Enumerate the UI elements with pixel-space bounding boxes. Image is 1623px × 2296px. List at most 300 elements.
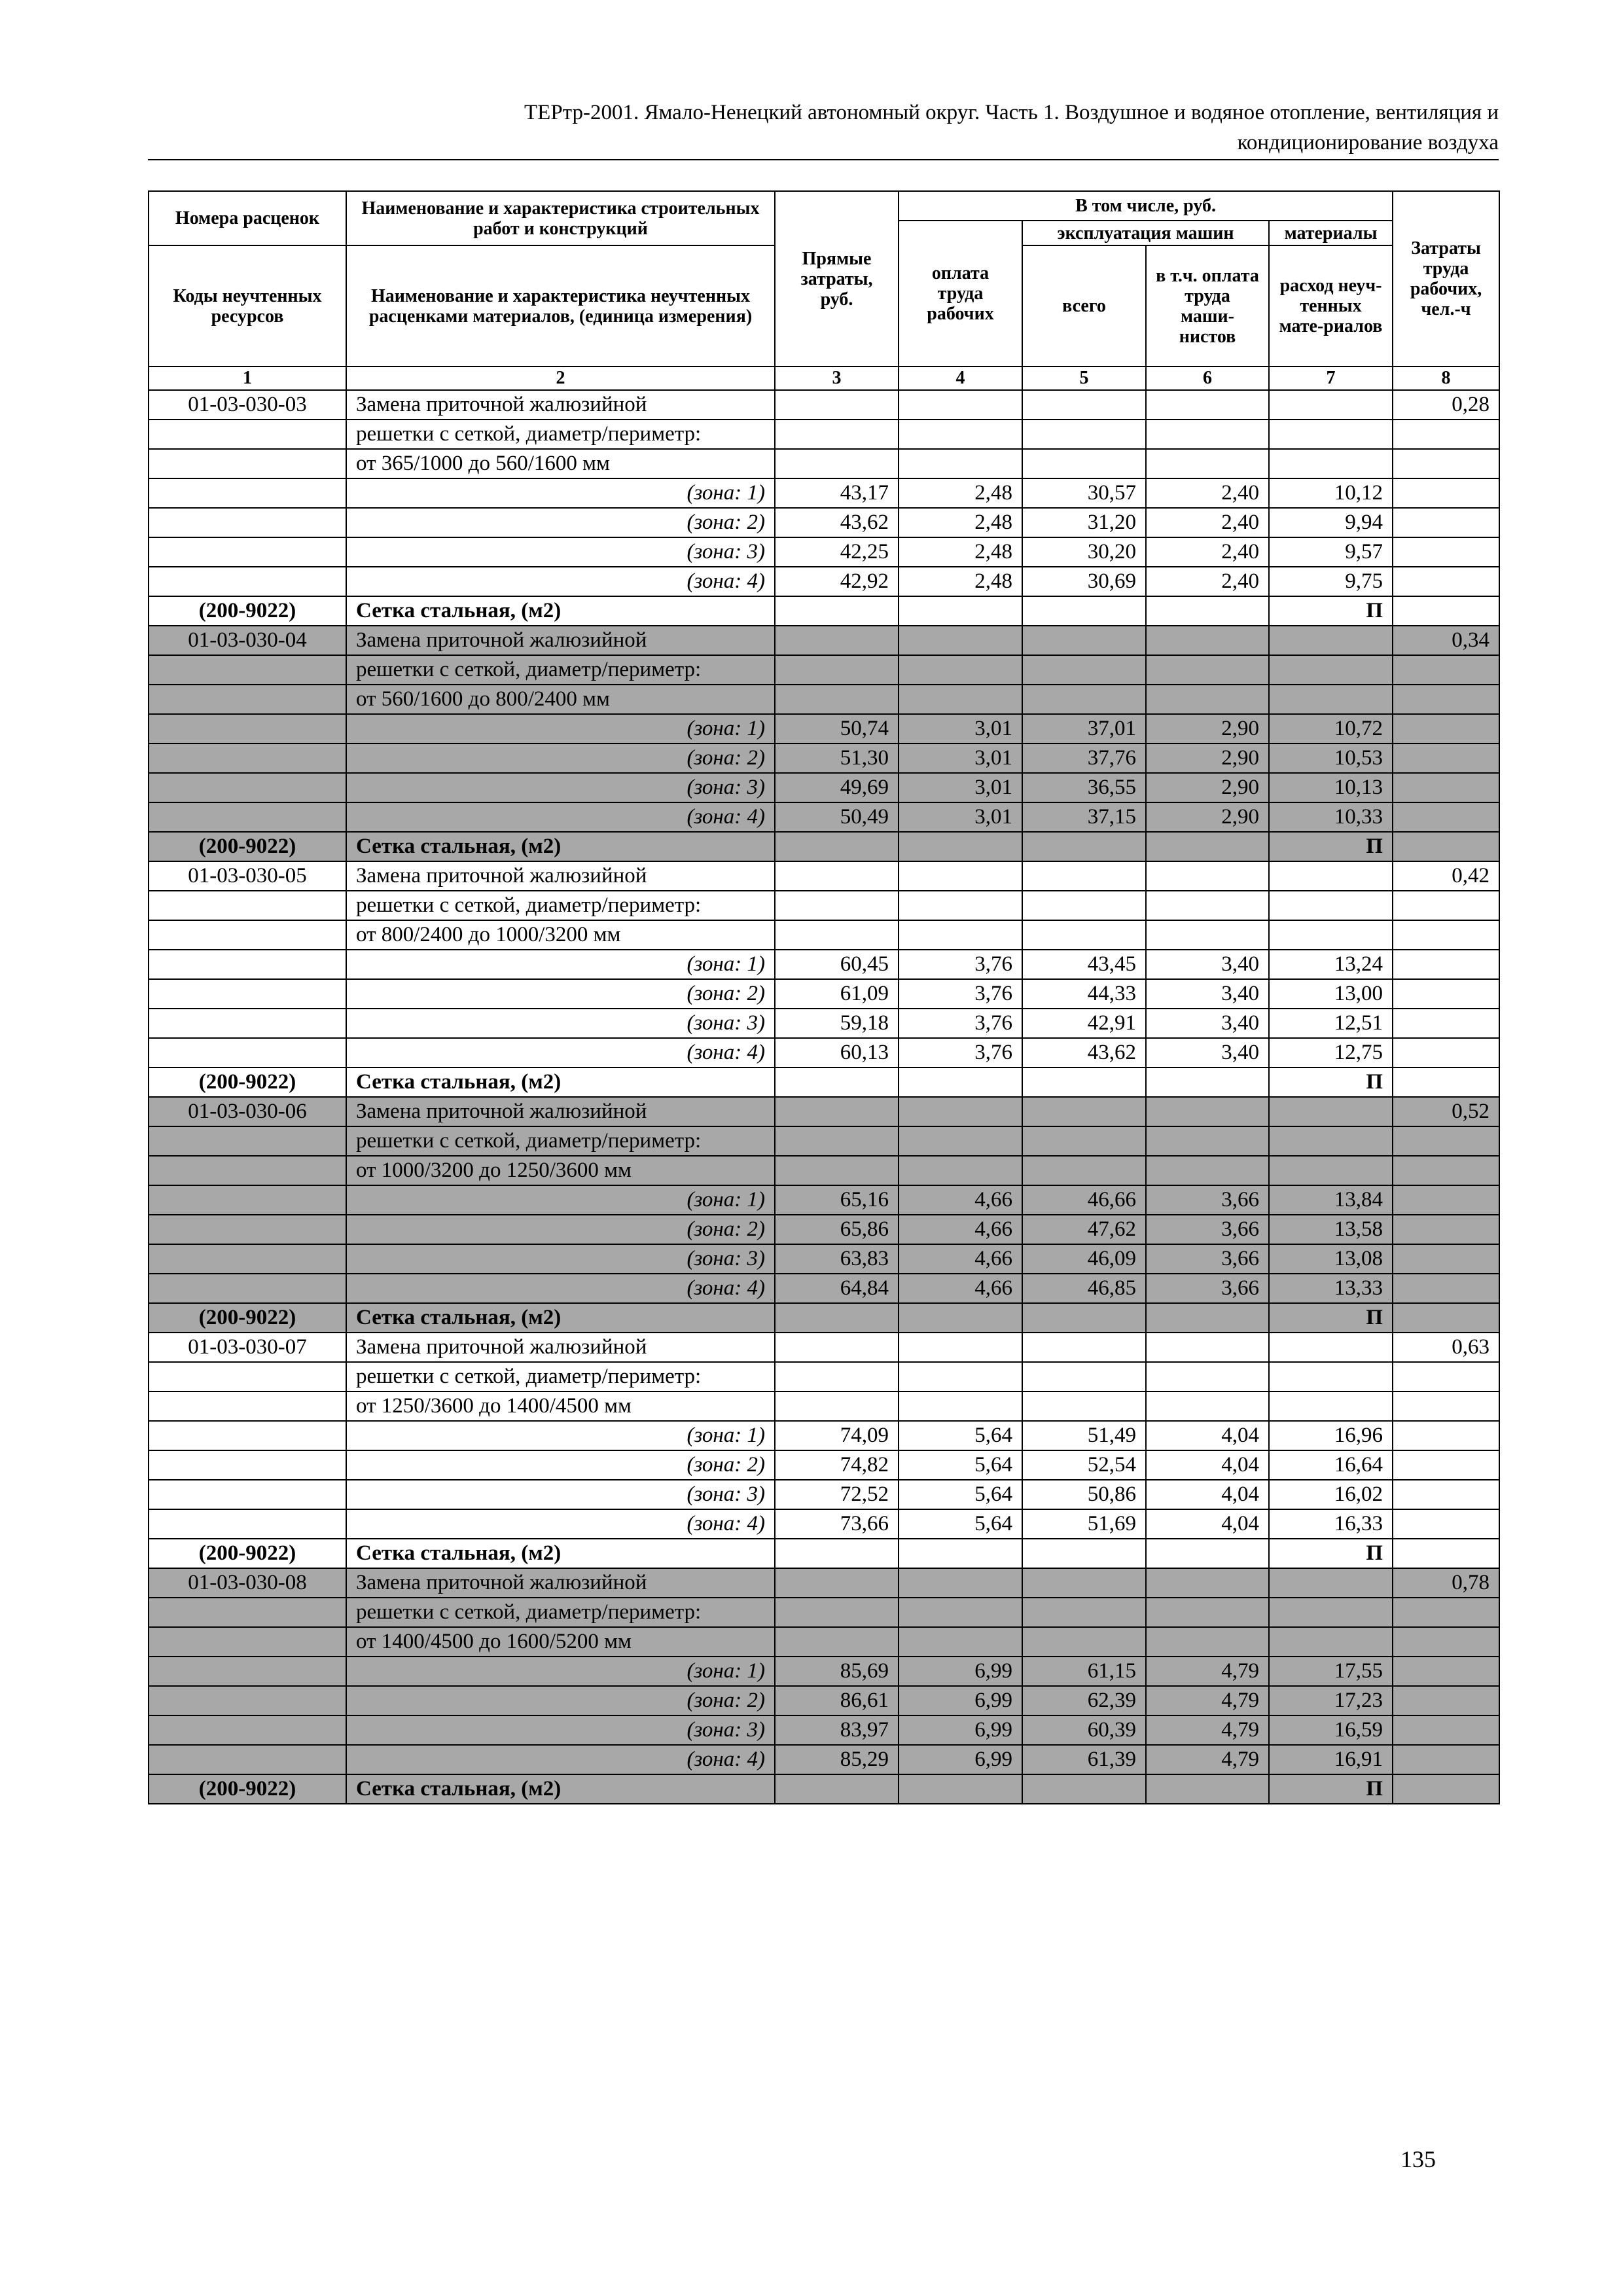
wages-value: 6,99 xyxy=(899,1686,1022,1715)
empty-cell xyxy=(1022,1598,1146,1627)
empty-cell xyxy=(1146,449,1269,478)
machine-wages-value: 3,40 xyxy=(1146,1009,1269,1038)
empty-cell xyxy=(149,773,346,802)
header-machines-total: всего xyxy=(1022,245,1146,367)
table-row xyxy=(149,920,1499,950)
table-row xyxy=(149,1627,1499,1657)
empty-cell xyxy=(1022,685,1146,714)
empty-cell xyxy=(149,655,346,685)
empty-cell xyxy=(775,626,899,655)
machines-total-value: 62,39 xyxy=(1022,1686,1146,1715)
table-row xyxy=(149,979,1499,1009)
direct-costs-value: 74,09 xyxy=(775,1421,899,1450)
empty-cell xyxy=(1269,626,1393,655)
rate-code: 01-03-030-06 xyxy=(149,1097,346,1126)
empty-cell xyxy=(1393,979,1499,1009)
zone-label: (зона: 3) xyxy=(346,773,775,802)
empty-cell xyxy=(1022,891,1146,920)
direct-costs-value: 43,62 xyxy=(775,508,899,537)
empty-cell xyxy=(149,979,346,1009)
machines-total-value: 44,33 xyxy=(1022,979,1146,1009)
empty-cell xyxy=(899,1333,1022,1362)
empty-cell xyxy=(1146,1627,1269,1657)
work-title-line: Замена приточной жалюзийной xyxy=(346,1333,775,1362)
header-materials: материалы xyxy=(1269,221,1393,245)
labor-cost: 0,34 xyxy=(1393,626,1499,655)
direct-costs-value: 59,18 xyxy=(775,1009,899,1038)
empty-cell xyxy=(1022,390,1146,420)
direct-costs-value: 51,30 xyxy=(775,744,899,773)
empty-cell xyxy=(149,1215,346,1244)
empty-cell xyxy=(1022,1774,1146,1804)
zone-label: (зона: 1) xyxy=(346,1185,775,1215)
materials-value: 13,84 xyxy=(1269,1185,1393,1215)
materials-value: 13,58 xyxy=(1269,1215,1393,1244)
wages-value: 2,48 xyxy=(899,567,1022,596)
table-row xyxy=(149,861,1499,891)
machine-wages-value: 2,40 xyxy=(1146,478,1269,508)
rates-table xyxy=(148,190,1500,1804)
materials-value: 16,59 xyxy=(1269,1715,1393,1745)
table-row xyxy=(149,1598,1499,1627)
direct-costs-value: 65,16 xyxy=(775,1185,899,1215)
empty-cell xyxy=(1393,685,1499,714)
table-row xyxy=(149,1568,1499,1598)
empty-cell xyxy=(899,1156,1022,1185)
machine-wages-value: 2,90 xyxy=(1146,744,1269,773)
materials-value: 17,55 xyxy=(1269,1657,1393,1686)
work-title-line: от 1000/3200 до 1250/3600 мм xyxy=(346,1156,775,1185)
machine-wages-value: 3,66 xyxy=(1146,1185,1269,1215)
labor-cost: 0,28 xyxy=(1393,390,1499,420)
empty-cell xyxy=(1269,1627,1393,1657)
empty-cell xyxy=(1022,1362,1146,1391)
empty-cell xyxy=(775,1126,899,1156)
table-row xyxy=(149,1126,1499,1156)
machine-wages-value: 3,66 xyxy=(1146,1244,1269,1274)
empty-cell xyxy=(1393,596,1499,626)
materials-value: 13,08 xyxy=(1269,1244,1393,1274)
direct-costs-value: 65,86 xyxy=(775,1215,899,1244)
machines-total-value: 50,86 xyxy=(1022,1480,1146,1509)
wages-value: 5,64 xyxy=(899,1421,1022,1450)
empty-cell xyxy=(1393,1067,1499,1097)
empty-cell xyxy=(1393,1539,1499,1568)
work-title-line: решетки с сеткой, диаметр/периметр: xyxy=(346,655,775,685)
empty-cell xyxy=(775,1362,899,1391)
col-number: 5 xyxy=(1022,367,1146,390)
zone-label: (зона: 4) xyxy=(346,567,775,596)
empty-cell xyxy=(775,1156,899,1185)
empty-cell xyxy=(149,802,346,832)
empty-cell xyxy=(1022,1539,1146,1568)
empty-cell xyxy=(1146,1126,1269,1156)
empty-cell xyxy=(1393,449,1499,478)
direct-costs-value: 60,45 xyxy=(775,950,899,979)
empty-cell xyxy=(1393,802,1499,832)
resource-name: Сетка стальная, (м2) xyxy=(346,1539,775,1568)
empty-cell xyxy=(1269,1598,1393,1627)
col-number: 4 xyxy=(899,367,1022,390)
table-row xyxy=(149,1215,1499,1244)
empty-cell xyxy=(1269,1391,1393,1421)
empty-cell xyxy=(149,1126,346,1156)
empty-cell xyxy=(1393,1126,1499,1156)
empty-cell xyxy=(149,1509,346,1539)
machine-wages-value: 3,40 xyxy=(1146,1038,1269,1067)
wages-value: 6,99 xyxy=(899,1715,1022,1745)
table-row xyxy=(149,1745,1499,1774)
work-title-line: Замена приточной жалюзийной xyxy=(346,1568,775,1598)
materials-value: 13,24 xyxy=(1269,950,1393,979)
empty-cell xyxy=(1393,1244,1499,1274)
table-row xyxy=(149,420,1499,449)
direct-costs-value: 63,83 xyxy=(775,1244,899,1274)
header-wages: оплата труда рабочих xyxy=(899,221,1022,367)
wages-value: 2,48 xyxy=(899,537,1022,567)
empty-cell xyxy=(775,390,899,420)
empty-cell xyxy=(1269,920,1393,950)
empty-cell xyxy=(1146,1156,1269,1185)
empty-cell xyxy=(1146,1598,1269,1627)
empty-cell xyxy=(149,1627,346,1657)
direct-costs-value: 42,25 xyxy=(775,537,899,567)
wages-value: 6,99 xyxy=(899,1657,1022,1686)
empty-cell xyxy=(775,1391,899,1421)
empty-cell xyxy=(1393,537,1499,567)
machine-wages-value: 2,90 xyxy=(1146,714,1269,744)
machines-total-value: 36,55 xyxy=(1022,773,1146,802)
table-row xyxy=(149,626,1499,655)
empty-cell xyxy=(149,1745,346,1774)
header-materials-use: расход неуч-тенных мате-риалов xyxy=(1269,245,1393,367)
empty-cell xyxy=(775,1303,899,1333)
zone-label: (зона: 2) xyxy=(346,1215,775,1244)
machine-wages-value: 2,40 xyxy=(1146,567,1269,596)
empty-cell xyxy=(1393,655,1499,685)
wages-value: 4,66 xyxy=(899,1274,1022,1303)
machines-total-value: 52,54 xyxy=(1022,1450,1146,1480)
table-row xyxy=(149,1009,1499,1038)
materials-value: 16,91 xyxy=(1269,1745,1393,1774)
empty-cell xyxy=(1022,1303,1146,1333)
table-row xyxy=(149,1657,1499,1686)
zone-label: (зона: 3) xyxy=(346,1009,775,1038)
direct-costs-value: 50,74 xyxy=(775,714,899,744)
machines-total-value: 61,39 xyxy=(1022,1745,1146,1774)
header-machines-wages: в т.ч. оплата труда маши-нистов xyxy=(1146,245,1269,367)
direct-costs-value: 43,17 xyxy=(775,478,899,508)
empty-cell xyxy=(1393,1686,1499,1715)
work-title-line: от 365/1000 до 560/1600 мм xyxy=(346,449,775,478)
empty-cell xyxy=(899,1097,1022,1126)
empty-cell xyxy=(1393,420,1499,449)
empty-cell xyxy=(1269,655,1393,685)
work-title-line: Замена приточной жалюзийной xyxy=(346,626,775,655)
header-materials-name: Наименование и характеристика неучтенных расценками материалов, (единица измерения) xyxy=(346,245,775,367)
empty-cell xyxy=(1146,1067,1269,1097)
empty-cell xyxy=(1393,508,1499,537)
empty-cell xyxy=(1393,1598,1499,1627)
empty-cell xyxy=(1146,1568,1269,1598)
empty-cell xyxy=(1022,1568,1146,1598)
empty-cell xyxy=(1393,567,1499,596)
wages-value: 3,76 xyxy=(899,950,1022,979)
empty-cell xyxy=(775,449,899,478)
materials-value: 16,64 xyxy=(1269,1450,1393,1480)
resource-code: (200-9022) xyxy=(149,832,346,861)
table-row xyxy=(149,1244,1499,1274)
empty-cell xyxy=(1393,1627,1499,1657)
empty-cell xyxy=(775,1598,899,1627)
machine-wages-value: 2,40 xyxy=(1146,537,1269,567)
table-row xyxy=(149,1097,1499,1126)
empty-cell xyxy=(1393,1185,1499,1215)
resource-code: (200-9022) xyxy=(149,596,346,626)
empty-cell xyxy=(775,1539,899,1568)
materials-value: 9,75 xyxy=(1269,567,1393,596)
rate-code: 01-03-030-04 xyxy=(149,626,346,655)
machines-total-value: 51,49 xyxy=(1022,1421,1146,1450)
materials-value: 10,12 xyxy=(1269,478,1393,508)
work-title-line: Замена приточной жалюзийной xyxy=(346,861,775,891)
empty-cell xyxy=(775,891,899,920)
header-work-name: Наименование и характеристика строительных работ и конструкций xyxy=(346,191,775,245)
empty-cell xyxy=(149,891,346,920)
col-number: 7 xyxy=(1269,367,1393,390)
wages-value: 4,66 xyxy=(899,1185,1022,1215)
table-row xyxy=(149,714,1499,744)
wages-value: 3,01 xyxy=(899,773,1022,802)
header-including: В том числе, руб. xyxy=(899,191,1393,221)
empty-cell xyxy=(1393,1745,1499,1774)
machines-total-value: 30,20 xyxy=(1022,537,1146,567)
empty-cell xyxy=(149,1657,346,1686)
machine-wages-value: 3,40 xyxy=(1146,950,1269,979)
empty-cell xyxy=(1022,596,1146,626)
empty-cell xyxy=(1393,1156,1499,1185)
resource-code: (200-9022) xyxy=(149,1774,346,1804)
empty-cell xyxy=(149,950,346,979)
direct-costs-value: 73,66 xyxy=(775,1509,899,1539)
work-title-line: решетки с сеткой, диаметр/периметр: xyxy=(346,891,775,920)
empty-cell xyxy=(775,1067,899,1097)
machines-total-value: 51,69 xyxy=(1022,1509,1146,1539)
table-row xyxy=(149,567,1499,596)
running-header-line-1: ТЕРтр-2001. Ямало-Ненецкий автономный округ. Часть 1. Воздушное и водяное отопление, вентиляция и xyxy=(524,101,1499,124)
rate-code: 01-03-030-08 xyxy=(149,1568,346,1598)
work-title-line: решетки с сеткой, диаметр/периметр: xyxy=(346,1362,775,1391)
table-row xyxy=(149,802,1499,832)
empty-cell xyxy=(1393,920,1499,950)
empty-cell xyxy=(1269,420,1393,449)
machines-total-value: 43,45 xyxy=(1022,950,1146,979)
empty-cell xyxy=(899,891,1022,920)
wages-value: 3,01 xyxy=(899,802,1022,832)
empty-cell xyxy=(1393,744,1499,773)
table-row xyxy=(149,1038,1499,1067)
zone-label: (зона: 3) xyxy=(346,1715,775,1745)
resource-name: Сетка стальная, (м2) xyxy=(346,1067,775,1097)
machine-wages-value: 4,79 xyxy=(1146,1715,1269,1745)
work-title-line: решетки с сеткой, диаметр/периметр: xyxy=(346,1126,775,1156)
empty-cell xyxy=(1393,1391,1499,1421)
empty-cell xyxy=(149,537,346,567)
empty-cell xyxy=(1393,1274,1499,1303)
rate-code: 01-03-030-07 xyxy=(149,1333,346,1362)
machine-wages-value: 3,66 xyxy=(1146,1215,1269,1244)
running-header-line-2: кондиционирование воздуха xyxy=(1237,131,1499,154)
resource-mark: П xyxy=(1269,1303,1393,1333)
work-title-line: решетки с сеткой, диаметр/периметр: xyxy=(346,420,775,449)
wages-value: 3,76 xyxy=(899,979,1022,1009)
empty-cell xyxy=(1022,832,1146,861)
resource-name: Сетка стальная, (м2) xyxy=(346,1774,775,1804)
wages-value: 6,99 xyxy=(899,1745,1022,1774)
zone-label: (зона: 2) xyxy=(346,508,775,537)
zone-label: (зона: 3) xyxy=(346,537,775,567)
materials-value: 13,33 xyxy=(1269,1274,1393,1303)
empty-cell xyxy=(149,1274,346,1303)
empty-cell xyxy=(149,1038,346,1067)
empty-cell xyxy=(1146,420,1269,449)
direct-costs-value: 60,13 xyxy=(775,1038,899,1067)
table-row xyxy=(149,1480,1499,1509)
empty-cell xyxy=(1393,1009,1499,1038)
empty-cell xyxy=(1393,891,1499,920)
wages-value: 5,64 xyxy=(899,1450,1022,1480)
empty-cell xyxy=(1269,1126,1393,1156)
materials-value: 16,96 xyxy=(1269,1421,1393,1450)
zone-label: (зона: 4) xyxy=(346,1745,775,1774)
empty-cell xyxy=(1146,1774,1269,1804)
machine-wages-value: 4,04 xyxy=(1146,1450,1269,1480)
machine-wages-value: 4,79 xyxy=(1146,1745,1269,1774)
empty-cell xyxy=(1393,1421,1499,1450)
col-number: 6 xyxy=(1146,367,1269,390)
table-row xyxy=(149,596,1499,626)
header-rule xyxy=(148,159,1499,160)
empty-cell xyxy=(1146,1303,1269,1333)
work-title-line: Замена приточной жалюзийной xyxy=(346,1097,775,1126)
direct-costs-value: 61,09 xyxy=(775,979,899,1009)
table-row xyxy=(149,1391,1499,1421)
empty-cell xyxy=(1146,1097,1269,1126)
work-title-line: от 800/2400 до 1000/3200 мм xyxy=(346,920,775,950)
empty-cell xyxy=(1022,861,1146,891)
wages-value: 3,01 xyxy=(899,714,1022,744)
machines-total-value: 47,62 xyxy=(1022,1215,1146,1244)
empty-cell xyxy=(1022,420,1146,449)
direct-costs-value: 49,69 xyxy=(775,773,899,802)
header-resource-codes: Коды неучтенных ресурсов xyxy=(149,245,346,367)
empty-cell xyxy=(899,861,1022,891)
empty-cell xyxy=(775,655,899,685)
wages-value: 4,66 xyxy=(899,1244,1022,1274)
table-row xyxy=(149,1686,1499,1715)
direct-costs-value: 74,82 xyxy=(775,1450,899,1480)
table-row xyxy=(149,1303,1499,1333)
empty-cell xyxy=(899,596,1022,626)
empty-cell xyxy=(1269,1568,1393,1598)
zone-label: (зона: 4) xyxy=(346,802,775,832)
empty-cell xyxy=(899,1598,1022,1627)
empty-cell xyxy=(1393,714,1499,744)
empty-cell xyxy=(899,832,1022,861)
empty-cell xyxy=(899,1774,1022,1804)
empty-cell xyxy=(1146,920,1269,950)
materials-value: 12,75 xyxy=(1269,1038,1393,1067)
resource-mark: П xyxy=(1269,1539,1393,1568)
zone-label: (зона: 2) xyxy=(346,1686,775,1715)
empty-cell xyxy=(899,1391,1022,1421)
machines-total-value: 60,39 xyxy=(1022,1715,1146,1745)
materials-value: 9,94 xyxy=(1269,508,1393,537)
materials-value: 10,33 xyxy=(1269,802,1393,832)
table-row xyxy=(149,1539,1499,1568)
empty-cell xyxy=(149,1598,346,1627)
machine-wages-value: 2,90 xyxy=(1146,773,1269,802)
work-title-line: решетки с сеткой, диаметр/периметр: xyxy=(346,1598,775,1627)
empty-cell xyxy=(1146,626,1269,655)
zone-label: (зона: 2) xyxy=(346,979,775,1009)
resource-mark: П xyxy=(1269,1774,1393,1804)
rate-code: 01-03-030-03 xyxy=(149,390,346,420)
wages-value: 2,48 xyxy=(899,478,1022,508)
empty-cell xyxy=(775,1774,899,1804)
empty-cell xyxy=(1022,655,1146,685)
empty-cell xyxy=(149,449,346,478)
empty-cell xyxy=(1146,861,1269,891)
empty-cell xyxy=(1022,1333,1146,1362)
machines-total-value: 46,09 xyxy=(1022,1244,1146,1274)
resource-code: (200-9022) xyxy=(149,1539,346,1568)
resource-mark: П xyxy=(1269,596,1393,626)
machine-wages-value: 4,79 xyxy=(1146,1686,1269,1715)
zone-label: (зона: 1) xyxy=(346,478,775,508)
empty-cell xyxy=(775,1568,899,1598)
machines-total-value: 46,85 xyxy=(1022,1274,1146,1303)
zone-label: (зона: 3) xyxy=(346,1244,775,1274)
empty-cell xyxy=(149,920,346,950)
table-header xyxy=(149,191,1499,390)
wages-value: 3,01 xyxy=(899,744,1022,773)
machines-total-value: 37,01 xyxy=(1022,714,1146,744)
empty-cell xyxy=(1146,685,1269,714)
empty-cell xyxy=(899,626,1022,655)
labor-cost: 0,52 xyxy=(1393,1097,1499,1126)
empty-cell xyxy=(149,508,346,537)
empty-cell xyxy=(1393,773,1499,802)
direct-costs-value: 42,92 xyxy=(775,567,899,596)
work-title-line: от 1250/3600 до 1400/4500 мм xyxy=(346,1391,775,1421)
empty-cell xyxy=(149,1185,346,1215)
machine-wages-value: 4,04 xyxy=(1146,1509,1269,1539)
empty-cell xyxy=(899,449,1022,478)
materials-value: 12,51 xyxy=(1269,1009,1393,1038)
empty-cell xyxy=(1269,449,1393,478)
empty-cell xyxy=(899,1362,1022,1391)
empty-cell xyxy=(1146,596,1269,626)
empty-cell xyxy=(1393,832,1499,861)
table-row xyxy=(149,1362,1499,1391)
direct-costs-value: 85,29 xyxy=(775,1745,899,1774)
direct-costs-value: 86,61 xyxy=(775,1686,899,1715)
work-title-line: от 560/1600 до 800/2400 мм xyxy=(346,685,775,714)
empty-cell xyxy=(149,567,346,596)
resource-name: Сетка стальная, (м2) xyxy=(346,1303,775,1333)
table-row xyxy=(149,390,1499,420)
